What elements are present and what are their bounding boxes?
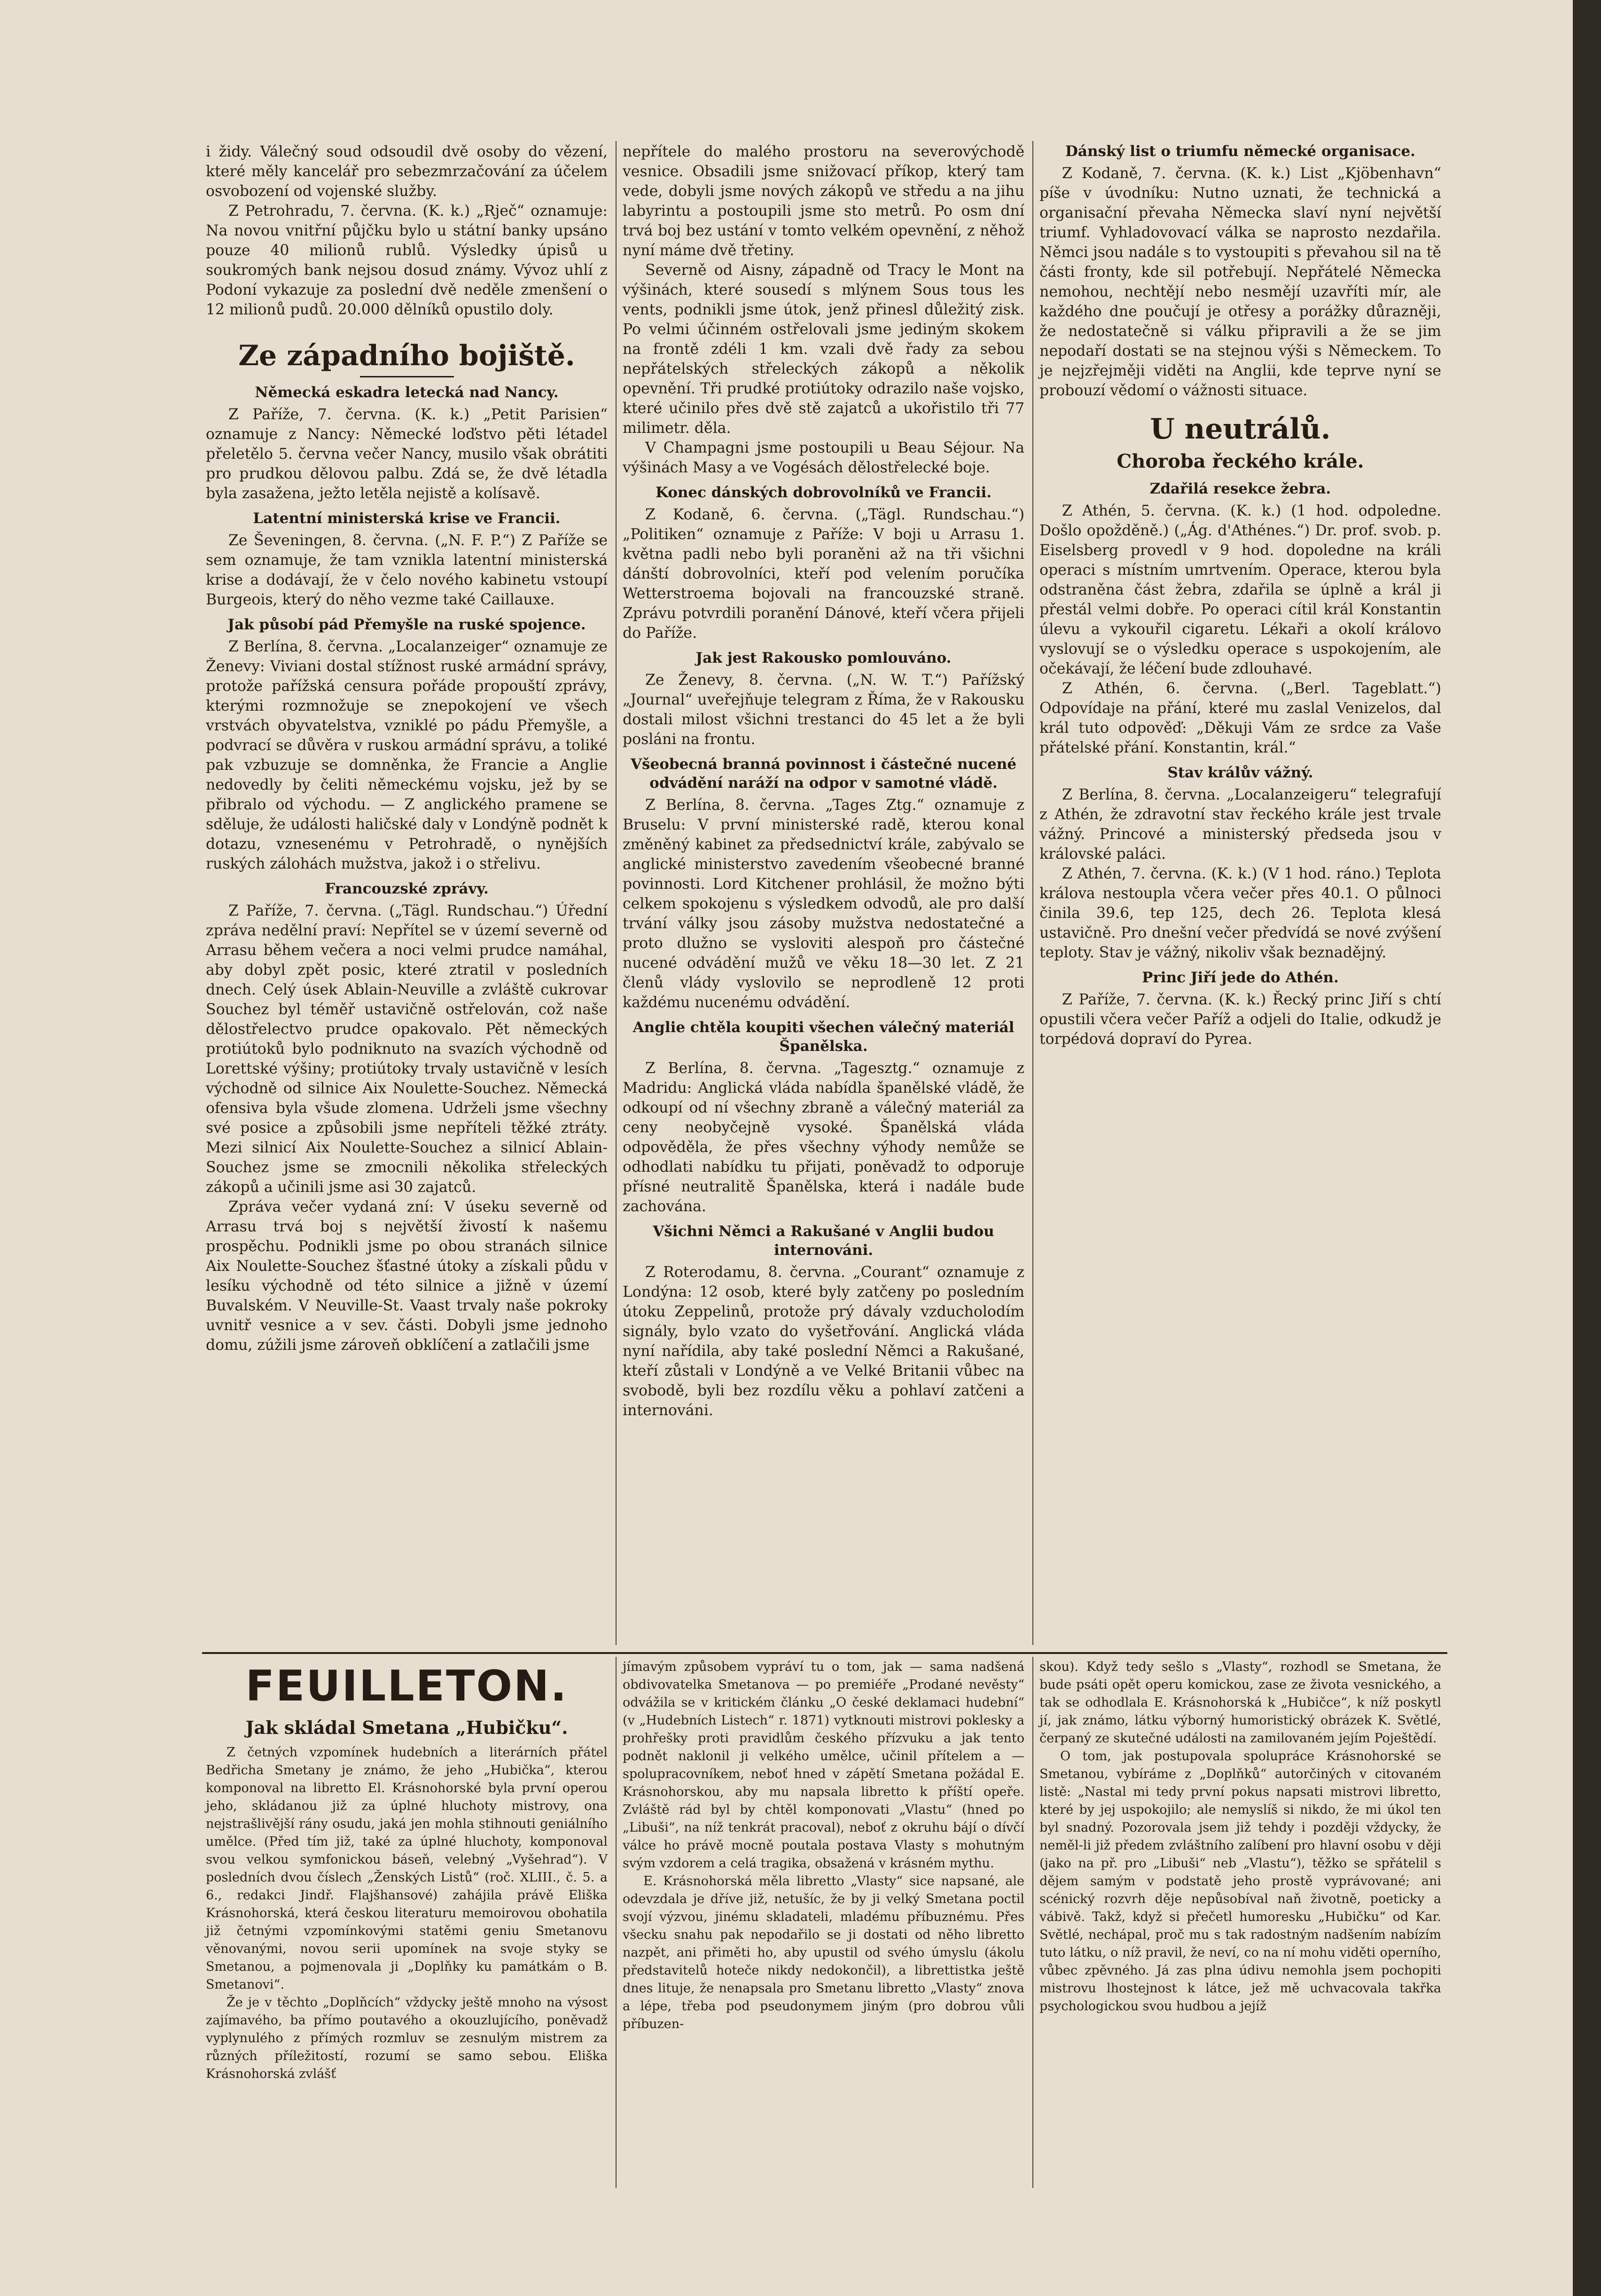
article-text: Z Paříže, 7. června. (K. k.) „Petit Parisien“ oznamuje z Nancy: Německé loďstvo pěti létadel přeletělo 5. června večer Nancy, musilo však obrátiti pro prudkou dělovou palbu. Zdá se, že dvě létadla byla zasažena, ježto letěla nejistě a kolísavě. xyxy=(206,406,608,502)
page-binding-edge xyxy=(1573,0,1601,2296)
column-divider xyxy=(616,1657,617,2188)
feuilleton-column-2 xyxy=(623,1658,1024,2033)
article-text: Z Berlína, 8. června. „Tages Ztg.“ oznamuje z Bruselu: V první ministerské radě, kterou konal změněný kabinet za předsednictví krále, zabývalo se anglické ministerstvo zavedením všeobecné branné povinnosti. Lord Kitchener prohlásil, že možno býti celkem spokojenu s výsledkem odvodů, ale pro další trvání války jsou zásoby mužstva nedostatečné a proto dlužno se vysloviti alespoň pro částečné nucené odvádění mužů ve věku 18—30 let. Z 21 členů vlády vyslovilo se neprodleně 12 proti každému nucenému odvádění. xyxy=(623,797,1024,1011)
article-text: Z Athén, 7. června. (K. k.) (V 1 hod. ráno.) Teplota králova nestoupla včera večer přes 40.1. O půlnoci činila 39.6, tep 125, dech 26. Teplota klesá ustavičně. Pro dnešní večer předvídá se nové zvýšení teploty. Stav je vážný, nikoliv však beznadějný. xyxy=(1039,865,1441,961)
article-heading: Německá eskadra letecká nad Nancy. xyxy=(255,384,559,401)
article-heading: Francouzské zprávy. xyxy=(325,880,489,897)
feuilleton-text: O tom, jak postupovala spolupráce Krásnohorské se Smetanou, vybíráme z „Doplňků“ autorčiných v citovaném listě: „Nastal mi tedy první pokus napsati mistrovi libretto, které by jej uspokojilo; ale nemyslíš si nikdo, že mi úkol ten byl snadný. Pozorovala jsem již tehdy i později vždycky, že neměl-li již předem zvláštního zalíbení pro hlavní osobu v ději (jako na př. pro „Libuši“ neb „Vlastu“), těžko se spřátelil s dějem samým v podstatě jeho prostě vyprávované; ani scénický rozvrh děje nepůsobíval naň životně, poeticky a vábivě. Takž, když si přečetl humoresku „Hubičku“ od Kar. Světlé, nechápal, proč mu s tak radostným nadšením nabízím tuto látku, o níž pravil, že neví, co na ní mohu viděti operního, vůbec zpěvného. Já zas plna údivu nemohla jsem pochopiti mistrovu lhostejnost k látce, jež mě uchvacovala takřka psychologickou svou hudbou a jejíž xyxy=(1039,1749,1441,2014)
article-text: V Champagni jsme postoupili u Beau Séjour. Na výšinách Masy a ve Vogésách dělostřelecké boje. xyxy=(623,439,1024,476)
article-heading: Anglie chtěla koupiti všechen válečný materiál Španělska. xyxy=(633,1019,1015,1055)
article-text: Ze Ševeningen, 8. června. („N. F. P.“) Z Paříže se sem oznamuje, že tam vznikla latentní ministerská krise a dodávají, že v čelo nového kabinetu vstoupí Burgeois, který do něho vezme také Caillauxe. xyxy=(206,532,608,608)
article-heading: Jak působí pád Přemyšle na ruské spojence. xyxy=(227,616,586,633)
feuilleton-text: jímavým způsobem vypráví tu o tom, jak — sama nadšená obdivovatelka Smetanova — po premiéře „Prodané nevěsty“ odvážila se v kritickém článku „O české deklamaci hudební“ (v „Hudebních Listech“ r. 1871) vytknouti mistrovi poklesky a prohřešky proti pravidlům českého přízvuku a jak tento podnět naklonil ji velkého umělce, učinil přítelem a — spolupracovníkem, neboť hned v zápětí Smetana požádal E. Krásnohorskou, aby mu napsala libretto k příští opeře. Zvláště rád byl by chtěl komponovati „Vlastu“ (hned po „Libuši“, na níž tenkrát pracoval), neboť z okruhu bájí o dívčí válce ho právě mocně poutala postava Vlasty s mohutným svým vzdorem a celá tragika, obsažená v krásném mythu. xyxy=(623,1660,1024,1871)
article-heading: Konec dánských dobrovolníků ve Francii. xyxy=(655,484,992,501)
feuilleton-text: Z četných vzpomínek hudebních a literárních přátel Bedřicha Smetany je známo, že jeho „Hubička“, kterou komponoval na libretto El. Krásnohorské byla první operou jeho, skládanou již za úplné hluchoty mistrovy, ona nejstrašlivější rány osudu, jaká jen mohla stihnouti geniálního umělce. (Před tím již, také za úplné hluchoty, komponoval svou velkou symfonickou báseň, velebný „Vyšehrad“). V posledních dvou číslech „Ženských Listů“ (roč. XLIII., č. 5. a 6., redakci Jindř. Flajšhansové) zahájila právě Eliška Krásnohorská, která českou literaturu memoirovou obohatila již četnými vzpomínkovými statěmi geniu Smetanovu věnovanými, novou serii upomínek na svoje styky se Smetanou, a pojmenovala ji „Doplňky ku památkám o B. Smetanovi“. xyxy=(206,1745,608,1992)
article-text: Zpráva večer vydaná zní: V úseku severně od Arrasu trvá boj s největší živostí k našemu prospěchu. Podnikli jsme po obou stranách silnice Aix Noulette-Souchez šťastné útoky a získali půdu v lesíku východně od této silnice a jižně v území Buvalském. V Neuville-St. Vaast trvaly naše pokroky uvnitř vesnice a v sev. části. Dobyli jsme jednoho domu, zúžili jsme zároveň obklíčení a zatlačili jsme xyxy=(206,1199,608,1354)
article-heading: Všichni Němci a Rakušané v Anglii budou internováni. xyxy=(653,1223,994,1259)
article-heading: Dánský list o triumfu německé organisace. xyxy=(1065,143,1415,160)
article-heading: Všeobecná branná povinnost i částečné nucené odvádění naráží na odpor v samotné vládě. xyxy=(630,756,1016,791)
feuilleton-subtitle: Jak skládal Smetana „Hubičku“. xyxy=(245,1717,568,1738)
article-heading: Stav králův vážný. xyxy=(1167,764,1313,781)
article-text: nepřítele do malého prostoru na severovýchodě vesnice. Obsadili jsme snižovací příkop, který tam vede, dobyli jsme nových zákopů ve středu a na jihu labyrintu a postoupili jsme sto metrů. Po osm dní trvá boj bez ustání v tomto velkém opevnění, z něhož nyní máme dvě třetiny. xyxy=(623,143,1024,259)
article-text: Z Athén, 5. června. (K. k.) (1 hod. odpoledne. Došlo opožděně.) („Ág. d'Athénes.“) Dr. prof. svob. p. Eiselsberg provedl v 9 hod. dopoledne na králi operaci s místním umrtvením. Operace, kterou byla odstraněna část žebra, zdařila se úplně a král ji přestál velmi dobře. Po operaci cítil král Konstantin úlevu a vykouřil cigaretu. Lékaři a okolí královo vyslovují se o výsledku operace s uspokojením, ale očekávají, že léčení bude zdlouhavé. xyxy=(1039,502,1441,677)
article-text: Ze Ženevy, 8. června. („N. W. T.“) Pařížský „Journal“ uveřejňuje telegram z Říma, že v Rakousku dostali milost všichni trestanci do 45 let a že byli posláni na frontu. xyxy=(623,672,1024,748)
section-heading: U neutrálů. xyxy=(1150,413,1331,446)
heading-rule xyxy=(360,376,454,377)
column-2 xyxy=(623,142,1024,1420)
article-subheading: Zdařilá resekce žebra. xyxy=(1149,480,1331,497)
article-text: Z Petrohradu, 7. června. (K. k.) „Rječ“ oznamuje: Na novou vnitřní půjčku bylo u státní banky upsáno pouze 40 milionů rublů. Výsledky úpisů u soukromých bank nejsou dosud známy. Vývoz uhlí z Podoní vykazuje za poslední dvě neděle zmenšení o 12 milionů pudů. 20.000 dělníků opustilo doly. xyxy=(206,203,608,318)
article-text: Z Kodaně, 6. června. („Tägl. Rundschau.“) „Politiken“ oznamuje z Paříže: V boji u Arrasu 1. května padli nebo byli poraněni až na tři všichni dánští dobrovolníci, kteří pod velením poručíka Wetterstroema bojovali na francouzské straně. Zprávu potvrdili poranění Dánové, kteří včera přijeli do Paříže. xyxy=(623,506,1024,642)
column-3 xyxy=(1039,142,1441,1049)
column-1 xyxy=(206,142,608,1355)
article-text: Z Paříže, 7. června. (K. k.) Řecký princ Jiří s chtí opustili včera večer Paříž a odjeli do Italie, odkudž je torpédová dopraví do Pyrea. xyxy=(1039,991,1441,1048)
feuilleton-column-3 xyxy=(1039,1658,1441,2015)
feuilleton-separator xyxy=(202,1652,1447,1654)
article-text: Severně od Aisny, západně od Tracy le Mont na výšinách, které sousedí s mlýnem Sous tous les vents, podnikli jsme útok, jenž přinesl důležitý zisk. Po velmi účinném ostřelovali jsme jediným skokem na frontě zdéli 1 km. vzali dvě řady za sebou nepřátelských střeleckých zákopů a několik opevnění. Tři prudké protiútoky odrazilo naše vojsko, které učinilo přes dvě stě zajatců a ukořistilo tři 77 milimetr. děla. xyxy=(623,262,1024,437)
article-text: i židy. Válečný soud odsoudil dvě osoby do vězení, které měly kancelář pro sebezmrzačování za účelem osvobození od vojenské služby. xyxy=(206,143,608,200)
article-text: Z Paříže, 7. června. („Tägl. Rundschau.“) Úřední zpráva nedělní praví: Nepřítel se v území severně od Arrasu během večera a noci velmi prudce namáhal, aby dobyl zpět posic, které ztratil v posledních dnech. Celý úsek Ablain-Neuville a zvláště cukrovar Souchez byl téměř ustavičně ostřelován, což naše dělostřelectvo prudce opakovalo. Pět německých protiútoků bylo podniknuto na svazích východně od Lorettské výšiny; protiútoky trvaly ustavičně v lesích východně od silnice Aix Noulette-Souchez. Německá ofensiva byla všude zlomena. Udrželi jsme všechny své posice a způsobili jsme nepříteli těžké ztráty. Mezi silnicí Aix Noulette-Souchez a silnicí Ablain-Souchez jsme se zmocnili několika střeleckých zákopů a učinili jsme asi 30 zajatců. xyxy=(206,902,608,1196)
article-heading: Latentní ministerská krise ve Francii. xyxy=(253,510,561,527)
article-text: Z Berlína, 8. června. „Localanzeiger“ oznamuje ze Ženevy: Viviani dostal stížnost ruské armádní správy, protože pařížská censura pořáde propouští zprávy, kterými rozmnožuje se znepokojení ve všech vrstvách obyvatelstva, vzniklé po pádu Přemyšle, a podvrací se důvěra v ruskou armádní správu, a toliké pak vzbuzuje se domněnka, že Francie a Anglie nedovedly by čeliti německému vojsku, jež by se přibralo od východu. — Z anglického pramene se sděluje, že události haličské daly v Londýně podnět k dotazu, vznesenému v Petrohradě, o nynějších ruských zálohách mužstva, jakož i o střelivu. xyxy=(206,638,608,872)
column-divider xyxy=(1032,141,1033,1645)
section-heading: Ze západního bojiště. xyxy=(238,339,575,372)
column-divider xyxy=(616,141,617,1645)
article-text: Z Berlína, 8. června. „Tagesztg.“ oznamuje z Madridu: Anglická vláda nabídla španělské vládě, že odkoupí od ní všechny zbraně a válečný materiál za ceny neobyčejně vysoké. Španělská vláda odpověděla, že přes všechny výhody nemůže se odhodlati nabídku tu přijati, poněvadž to odporuje přísné neutralitě Španělska, která i nadále bude zachována. xyxy=(623,1060,1024,1215)
article-text: Z Kodaně, 7. června. (K. k.) List „Kjöbenhavn“ píše v úvodníku: Nutno uznati, že technická a organisační převaha Německa slaví nyní největší triumf. Vyhladovovací válka se naprosto nezdařila. Němci jsou nadále s to vystoupiti s převahou sil na tě části fronty, kde sil potřebují. Nepřátelé Německa nemohou, nechtějí nebo nesmějí uzavříti mír, ale každého dne poučují je otřesy a porážky důrazněji, že nedostatečně si válku připravili a že se jim nepodaří dostati se na stejnou výši s Německem. To je nejzřejměji viděti na Anglii, kde teprve nyní se probouzí vědomí o vážnosti situace. xyxy=(1039,165,1441,399)
article-heading: Jak jest Rakousko pomlouváno. xyxy=(695,650,952,666)
article-heading: Princ Jiří jede do Athén. xyxy=(1142,969,1339,986)
feuilleton-column-1 xyxy=(206,1658,608,2083)
column-divider xyxy=(1032,1657,1033,2188)
article-text: Z Berlína, 8. června. „Localanzeigeru“ telegrafují z Athén, že zdravotní stav řeckého krále jest trvale vážný. Princové a ministerský předseda jsou v královské paláci. xyxy=(1039,786,1441,862)
feuilleton-text: skou). Když tedy sešlo s „Vlasty“, rozhodl se Smetana, že bude psáti opět operu komickou, zase ze života vesnického, a tak se odhodlala E. Krásnohorská k „Hubičce“, k níž poskytl jí, jak známo, látku výborný humoristický obrázek K. Světlé, čerpaný ze skutečné události na zamilovaném jejím Poještědí. xyxy=(1039,1660,1441,1746)
article-heading-large: Choroba řeckého krále. xyxy=(1117,450,1364,472)
article-text: Z Roterodamu, 8. června. „Courant“ oznamuje z Londýna: 12 osob, které byly zatčeny po posledním útoku Zeppelinů, protože prý dávaly vzducholodím signály, bylo vzato do vyšetřování. Anglická vláda nyní nařídila, aby také poslední Němci a Rakušané, kteří zůstali v Londýně a ve Velké Britanii vůbec na svobodě, byli bez rozdílu věku a pohlaví zatčeni a internováni. xyxy=(623,1264,1024,1419)
feuilleton-text: Že je v těchto „Doplňcích“ vždycky ještě mnoho na výsost zajímavého, ba přímo poutavého a okouzlujícího, poněvadž vyplynulého z přímých rozmluv se zesnulým mistrem za různých příležitostí, rozumí se samo sebou. Eliška Krásnohorská zvlášť xyxy=(206,1995,608,2081)
article-text: Z Athén, 6. června. („Berl. Tageblatt.“) Odpovídaje na přání, které mu zaslal Venizelos, dal král tuto odpověď: „Děkuji Vám ze srdce za Vaše přátelské přání. Konstantin, král.“ xyxy=(1039,680,1441,756)
feuilleton-text: E. Krásnohorská měla libretto „Vlasty“ sice napsané, ale odevzdala je dříve již, netušíc, že by ji velký Smetana poctil svojí výzvou, jinému skladateli, mladému příbuznému. Přes všecku snahu pak nepodařilo se ji dostati od něho libretto nazpět, ani přiměti ho, aby upustil od svého úmyslu (ákolu představitelů hoteče nikdy nedokončil), a librettistka ještě dnes lituje, že nenapsala pro Smetanu libretto „Vlasty“ znova a lépe, třeba pod pseudonymem jiným (pro dobrou vůli příbuzen- xyxy=(623,1874,1024,2031)
feuilleton-title: FEUILLETON. xyxy=(245,1661,568,1711)
